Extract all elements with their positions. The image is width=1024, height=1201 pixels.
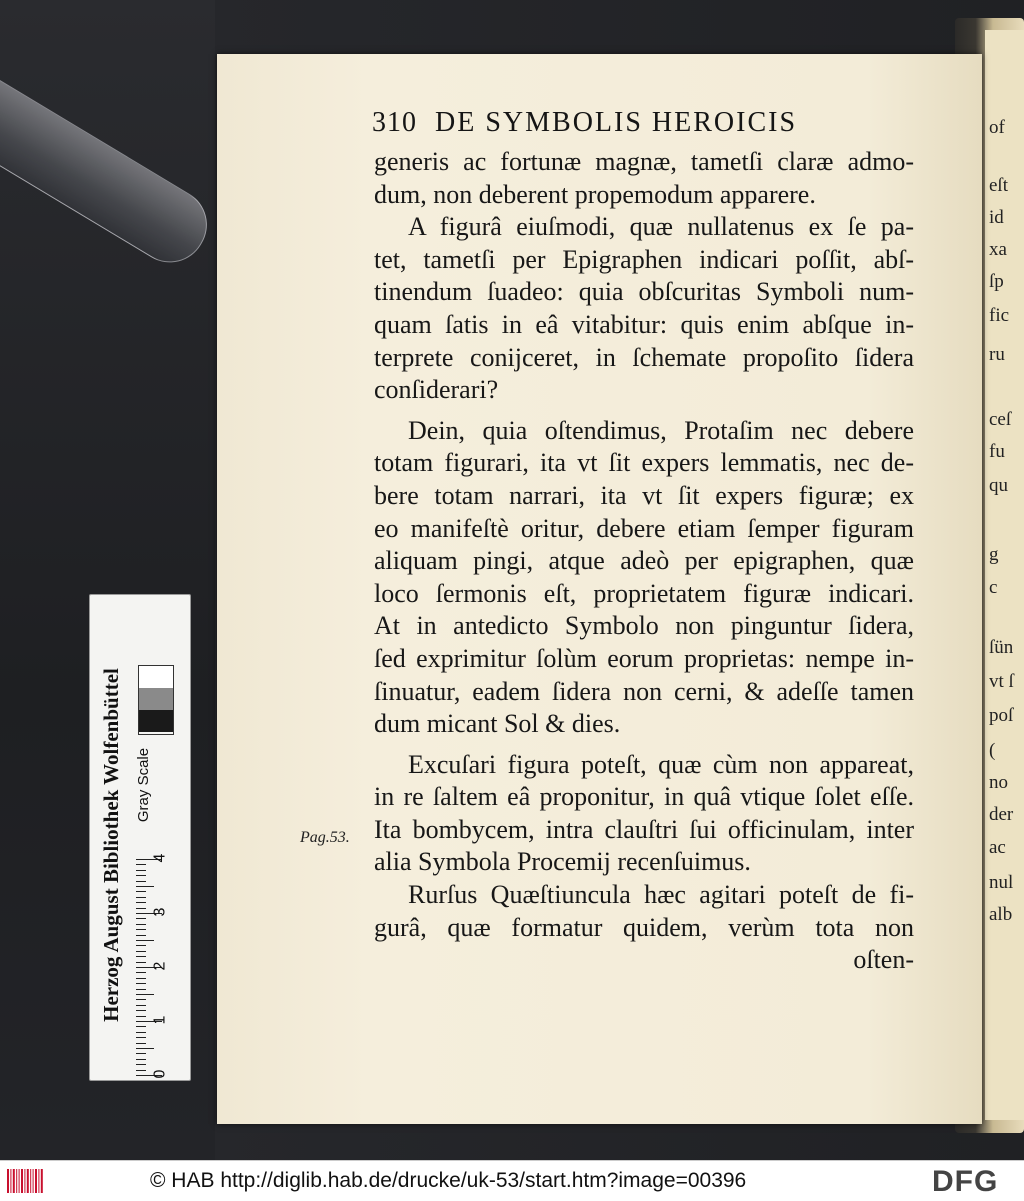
footer-bar xyxy=(0,1160,1024,1201)
text-line: totam figurari, ita vt ſit expers lemmatis, nec de- xyxy=(374,448,914,478)
next-page-text: poſ xyxy=(989,705,1014,726)
ruler-tick xyxy=(136,1043,146,1044)
text-line: alia Symbola Procemij recenſuimus. xyxy=(374,847,751,877)
ruler-tick xyxy=(136,908,146,909)
next-page-text: alb xyxy=(989,904,1013,925)
text-line: tet, tametſi per Epigraphen indicari poſſit, abſ- xyxy=(374,244,914,274)
text-line: generis ac fortunæ magnæ, tametſi claræ admo- xyxy=(374,147,914,176)
ruler-tick xyxy=(136,902,146,903)
ruler-tick xyxy=(136,881,146,882)
ruler-tick xyxy=(136,891,146,892)
text-line: tinendum ſuadeo: quia obſcuritas Symboli num- xyxy=(374,277,914,307)
ruler-tick xyxy=(136,978,146,979)
next-page-text: vt ſ xyxy=(989,671,1014,692)
barcode-bar xyxy=(24,1169,25,1193)
text-line: ſed exprimitur ſolùm eorum proprietas: nempe in- xyxy=(374,643,914,673)
paragraph-gap xyxy=(374,407,914,415)
ruler-tick xyxy=(136,1064,146,1065)
text-line: Ita bombycem, intra clauſtri ſui officinulam, inter xyxy=(374,814,914,844)
next-page-text: id xyxy=(989,207,1004,228)
ruler-tick xyxy=(136,972,146,973)
ruler-tick xyxy=(136,989,146,990)
gray-patches xyxy=(138,665,174,735)
text-line: Excuſari figura poteſt, quæ cùm non appareat, xyxy=(408,749,914,779)
next-page-text: ſün xyxy=(989,637,1014,658)
ruler-tick xyxy=(136,1016,146,1017)
barcode-bar xyxy=(7,1169,9,1193)
barcode-bar xyxy=(21,1169,23,1193)
color-scale-ruler xyxy=(89,594,191,1081)
next-page-text: ac xyxy=(989,837,1006,858)
ruler-tick xyxy=(136,935,146,936)
barcode-bar xyxy=(33,1169,34,1193)
institution-label: Herzog August Bibliothek Wolfenbüttel xyxy=(99,668,123,1022)
next-page-text: of xyxy=(989,117,1005,138)
text-line: aliquam pingi, atque adeò per epigraphen, quæ xyxy=(374,546,914,576)
page-header xyxy=(372,107,797,139)
ruler-tick xyxy=(136,999,146,1000)
text-line: Dein, quia oſtendimus, Protaſim nec debere xyxy=(408,415,914,445)
ruler-tick xyxy=(136,864,146,865)
next-page-text: qu xyxy=(989,475,1008,496)
barcode-bar xyxy=(35,1169,37,1193)
barcode-icon xyxy=(6,1167,46,1195)
next-page-text: g xyxy=(989,544,999,565)
margin-note: Pag.53. xyxy=(300,829,350,846)
next-page-text: fic xyxy=(989,305,1010,326)
text-line: quam ſatis in eâ vitabitur: quis enim abſque in- xyxy=(374,309,914,339)
barcode-bar xyxy=(41,1169,43,1193)
text-line: eo manifeſtè oritur, debere etiam ſemper figuram xyxy=(374,513,914,543)
text-line: A figurâ eiuſmodi, quæ nullatenus ex ſe pa- xyxy=(408,212,914,242)
ruler-tick xyxy=(136,886,154,887)
gray-scale-label-wrap xyxy=(134,735,154,835)
page-number: 310 xyxy=(372,107,417,138)
ruler-tick xyxy=(136,1070,146,1071)
ruler-tick xyxy=(136,1053,146,1054)
barcode-bar xyxy=(16,1169,17,1193)
barcode-bar xyxy=(10,1169,11,1193)
next-page-text: fu xyxy=(989,441,1005,462)
ruler-tick xyxy=(136,1037,146,1038)
next-page-text: ru xyxy=(989,344,1005,365)
text-line: terprete conijceret, in ſchemate propoſito ſidera xyxy=(374,342,914,372)
ruler-number: 4 xyxy=(151,853,169,863)
next-page-text: eſt xyxy=(989,175,1008,196)
ruler-tick xyxy=(136,929,146,930)
next-page-text: c xyxy=(989,577,998,598)
ruler-number: 3 xyxy=(151,907,169,917)
text-line: in re ſaltem eâ proponitur, in quâ vtique ſolet eſſe. xyxy=(374,782,914,812)
text-line: gurâ, quæ formatur quidem, verùm tota non xyxy=(374,912,914,942)
gray-scale-label: Gray Scale xyxy=(135,747,152,823)
ruler-number: 2 xyxy=(151,961,169,971)
ruler-tick xyxy=(136,918,146,919)
ruler-ticks xyxy=(136,845,166,1075)
ruler-number: 0 xyxy=(151,1069,169,1079)
dfg-logo: DFG xyxy=(932,1165,999,1198)
ruler-tick xyxy=(136,1026,146,1027)
ruler-tick xyxy=(136,870,146,871)
next-page-text: der xyxy=(989,804,1014,825)
barcode-bar xyxy=(13,1169,15,1193)
ruler-tick xyxy=(136,983,146,984)
ruler-tick xyxy=(136,994,154,995)
next-page-text: xa xyxy=(989,239,1007,260)
next-page-text: ceſ xyxy=(989,409,1012,430)
running-title: DE SYMBOLIS HEROICIS xyxy=(435,107,798,138)
ruler-tick xyxy=(136,1059,146,1060)
ruler-tick xyxy=(136,945,146,946)
next-page-text: no xyxy=(989,772,1008,793)
next-page-text: ſp xyxy=(989,271,1004,292)
barcode-bar xyxy=(38,1169,39,1193)
text-line: loco ſermonis eſt, proprietatem figuræ indicari. xyxy=(374,578,914,608)
barcode-bar xyxy=(19,1169,20,1193)
barcode-bar xyxy=(27,1169,29,1193)
next-page-fragment xyxy=(985,30,1024,1120)
text-line: dum micant Sol & dies. xyxy=(374,709,621,739)
next-page-text: nul xyxy=(989,872,1014,893)
ruler-tick xyxy=(136,1048,154,1049)
footer-copyright[interactable]: © HAB http://diglib.hab.de/drucke/uk-53/start.htm?image=00396 xyxy=(150,1169,747,1192)
text-line: ſinuatur, eadem ſidera non cerni, & adeſſe tamen xyxy=(374,676,914,706)
ruler-tick xyxy=(136,1010,146,1011)
text-line: Rurſus Quæſtiuncula hæc agitari poteſt de fi- xyxy=(408,880,914,910)
gray-patch xyxy=(139,688,173,710)
paragraph-gap xyxy=(374,741,914,749)
text-line: oſten- xyxy=(853,945,914,975)
ruler-tick xyxy=(136,897,146,898)
barcode-bar xyxy=(30,1169,31,1193)
text-line: dum, non deberent propemodum apparere. xyxy=(374,179,816,209)
text-line: bere totam narrari, ita vt ſit expers figuræ; ex xyxy=(374,480,914,510)
ruler-tick xyxy=(136,924,146,925)
gray-patch xyxy=(139,666,173,688)
ruler-tick xyxy=(136,951,146,952)
text-line: conſiderari? xyxy=(374,375,499,405)
ruler-tick xyxy=(136,1005,146,1006)
next-page-text: ( xyxy=(989,740,996,761)
body-text xyxy=(374,146,914,977)
gray-patch xyxy=(139,710,173,732)
ruler-tick xyxy=(136,1032,146,1033)
ruler-tick xyxy=(136,962,146,963)
text-line: At in antedicto Symbolo non pinguntur ſidera, xyxy=(374,611,914,641)
ruler-tick xyxy=(136,940,154,941)
ruler-tick xyxy=(136,875,146,876)
ruler-number: 1 xyxy=(151,1015,169,1025)
institution-label-wrap xyxy=(96,645,130,1045)
ruler-tick xyxy=(136,956,146,957)
